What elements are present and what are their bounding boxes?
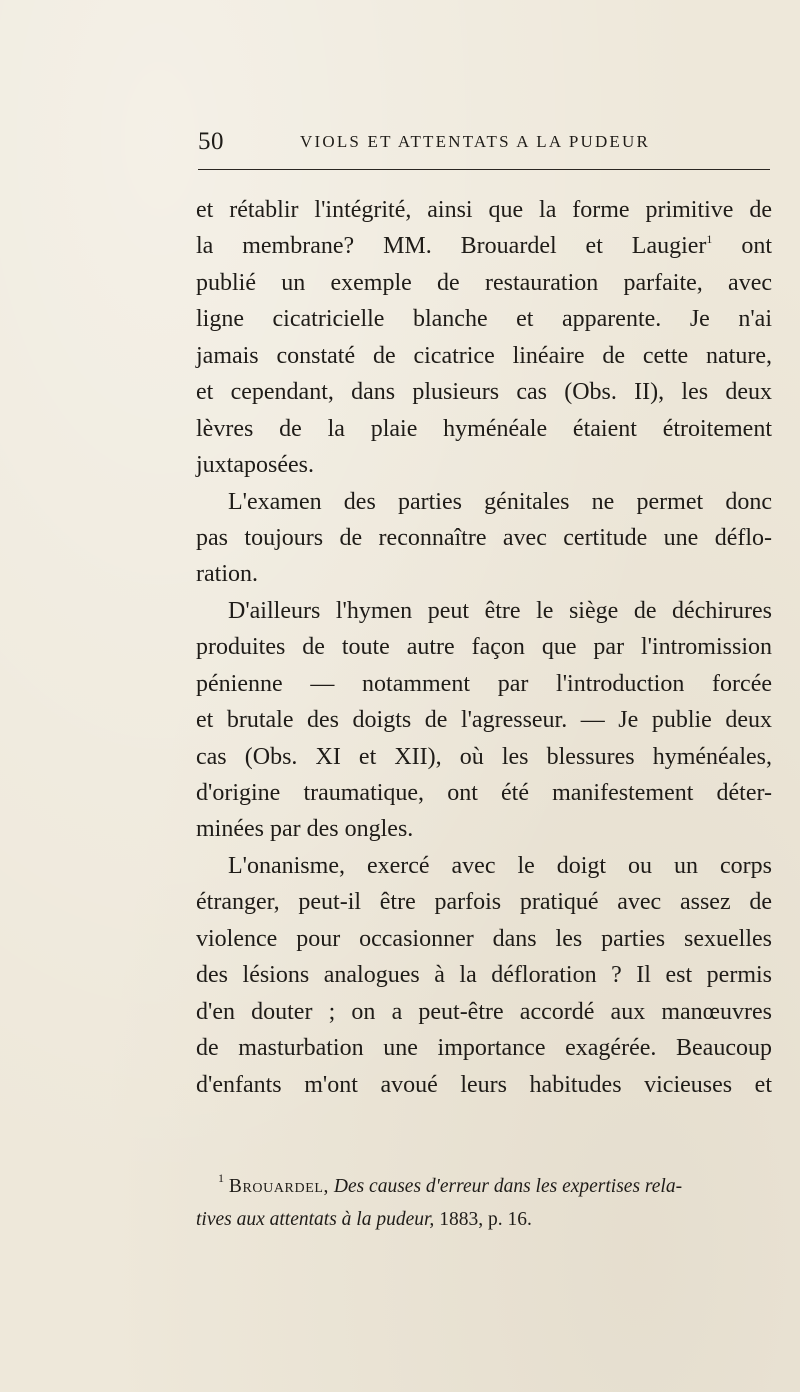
text-line: et cependant, dans plusieurs cas (Obs. II), les deux	[196, 379, 772, 406]
footnote-title-continued: tives aux attentats à la pudeur,	[196, 1209, 435, 1230]
text-line: et brutale des doigts de l'agresseur. — Je publie deux	[196, 707, 772, 734]
footnote-line	[196, 1170, 772, 1203]
footnote-title: Des causes d'erreur dans les expertises rela-	[333, 1176, 683, 1197]
page-header	[198, 128, 768, 164]
text-line: minées par des ongles.	[196, 816, 414, 843]
footnote-line	[196, 1203, 772, 1236]
text-line: ligne cicatricielle blanche et apparente. Je n'ai	[196, 306, 772, 333]
text-line: lèvres de la plaie hyménéale étaient étroitement	[196, 415, 772, 442]
paragraph-start-line: L'examen des parties génitales ne permet donc	[228, 488, 772, 515]
header-rule	[198, 169, 770, 170]
text-line: des lésions analogues à la défloration ? Il est permis	[196, 962, 772, 989]
text-line: violence pour occasionner dans les parties sexuelles	[196, 925, 772, 952]
text-line: cas (Obs. XI et XII), où les blessures hyménéales,	[196, 743, 772, 770]
footnote-marker: 1	[218, 1171, 224, 1185]
text-line-start: la membrane? MM. Brouardel et Laugier	[196, 233, 707, 260]
paragraph-start-line: L'onanisme, exercé avec le doigt ou un corps	[228, 852, 772, 879]
text-line: pénienne — notamment par l'introduction forcée	[196, 670, 772, 697]
text-line: étranger, peut-il être parfois pratiqué avec assez de	[196, 889, 772, 916]
page-number: 50	[198, 128, 224, 155]
text-line: pas toujours de reconnaître avec certitude une déflo-	[196, 524, 772, 551]
text-line: d'enfants m'ont avoué leurs habitudes vicieuses et	[196, 1071, 772, 1098]
text-line: jamais constaté de cicatrice linéaire de cette nature,	[196, 342, 772, 369]
text-line: publié un exemple de restauration parfaite, avec	[196, 269, 772, 296]
text-line-with-note	[196, 228, 772, 264]
text-line: juxtaposées.	[196, 452, 314, 479]
footnote-citation: 1883, p. 16.	[439, 1209, 532, 1230]
running-title: VIOLS ET ATTENTATS A LA PUDEUR	[300, 132, 651, 151]
footnote	[196, 1170, 772, 1236]
text-line: d'en douter ; on a peut-être accordé aux manœuvres	[196, 998, 772, 1025]
footnote-reference: 1	[706, 232, 713, 247]
paragraph-start-line: D'ailleurs l'hymen peut être le siège de déchirures	[228, 597, 772, 624]
text-line: de masturbation une importance exagérée. Beaucoup	[196, 1035, 772, 1062]
text-line: d'origine traumatique, ont été manifestement déter-	[196, 780, 772, 806]
text-line: produites de toute autre façon que par l'intromission	[196, 634, 772, 661]
text-line-end: ont	[741, 233, 772, 260]
body-text	[196, 192, 772, 1103]
text-line: ration.	[196, 561, 258, 588]
footnote-author: Brouardel,	[228, 1176, 329, 1197]
text-line: et rétablir l'intégrité, ainsi que la forme primitive de	[196, 197, 772, 223]
